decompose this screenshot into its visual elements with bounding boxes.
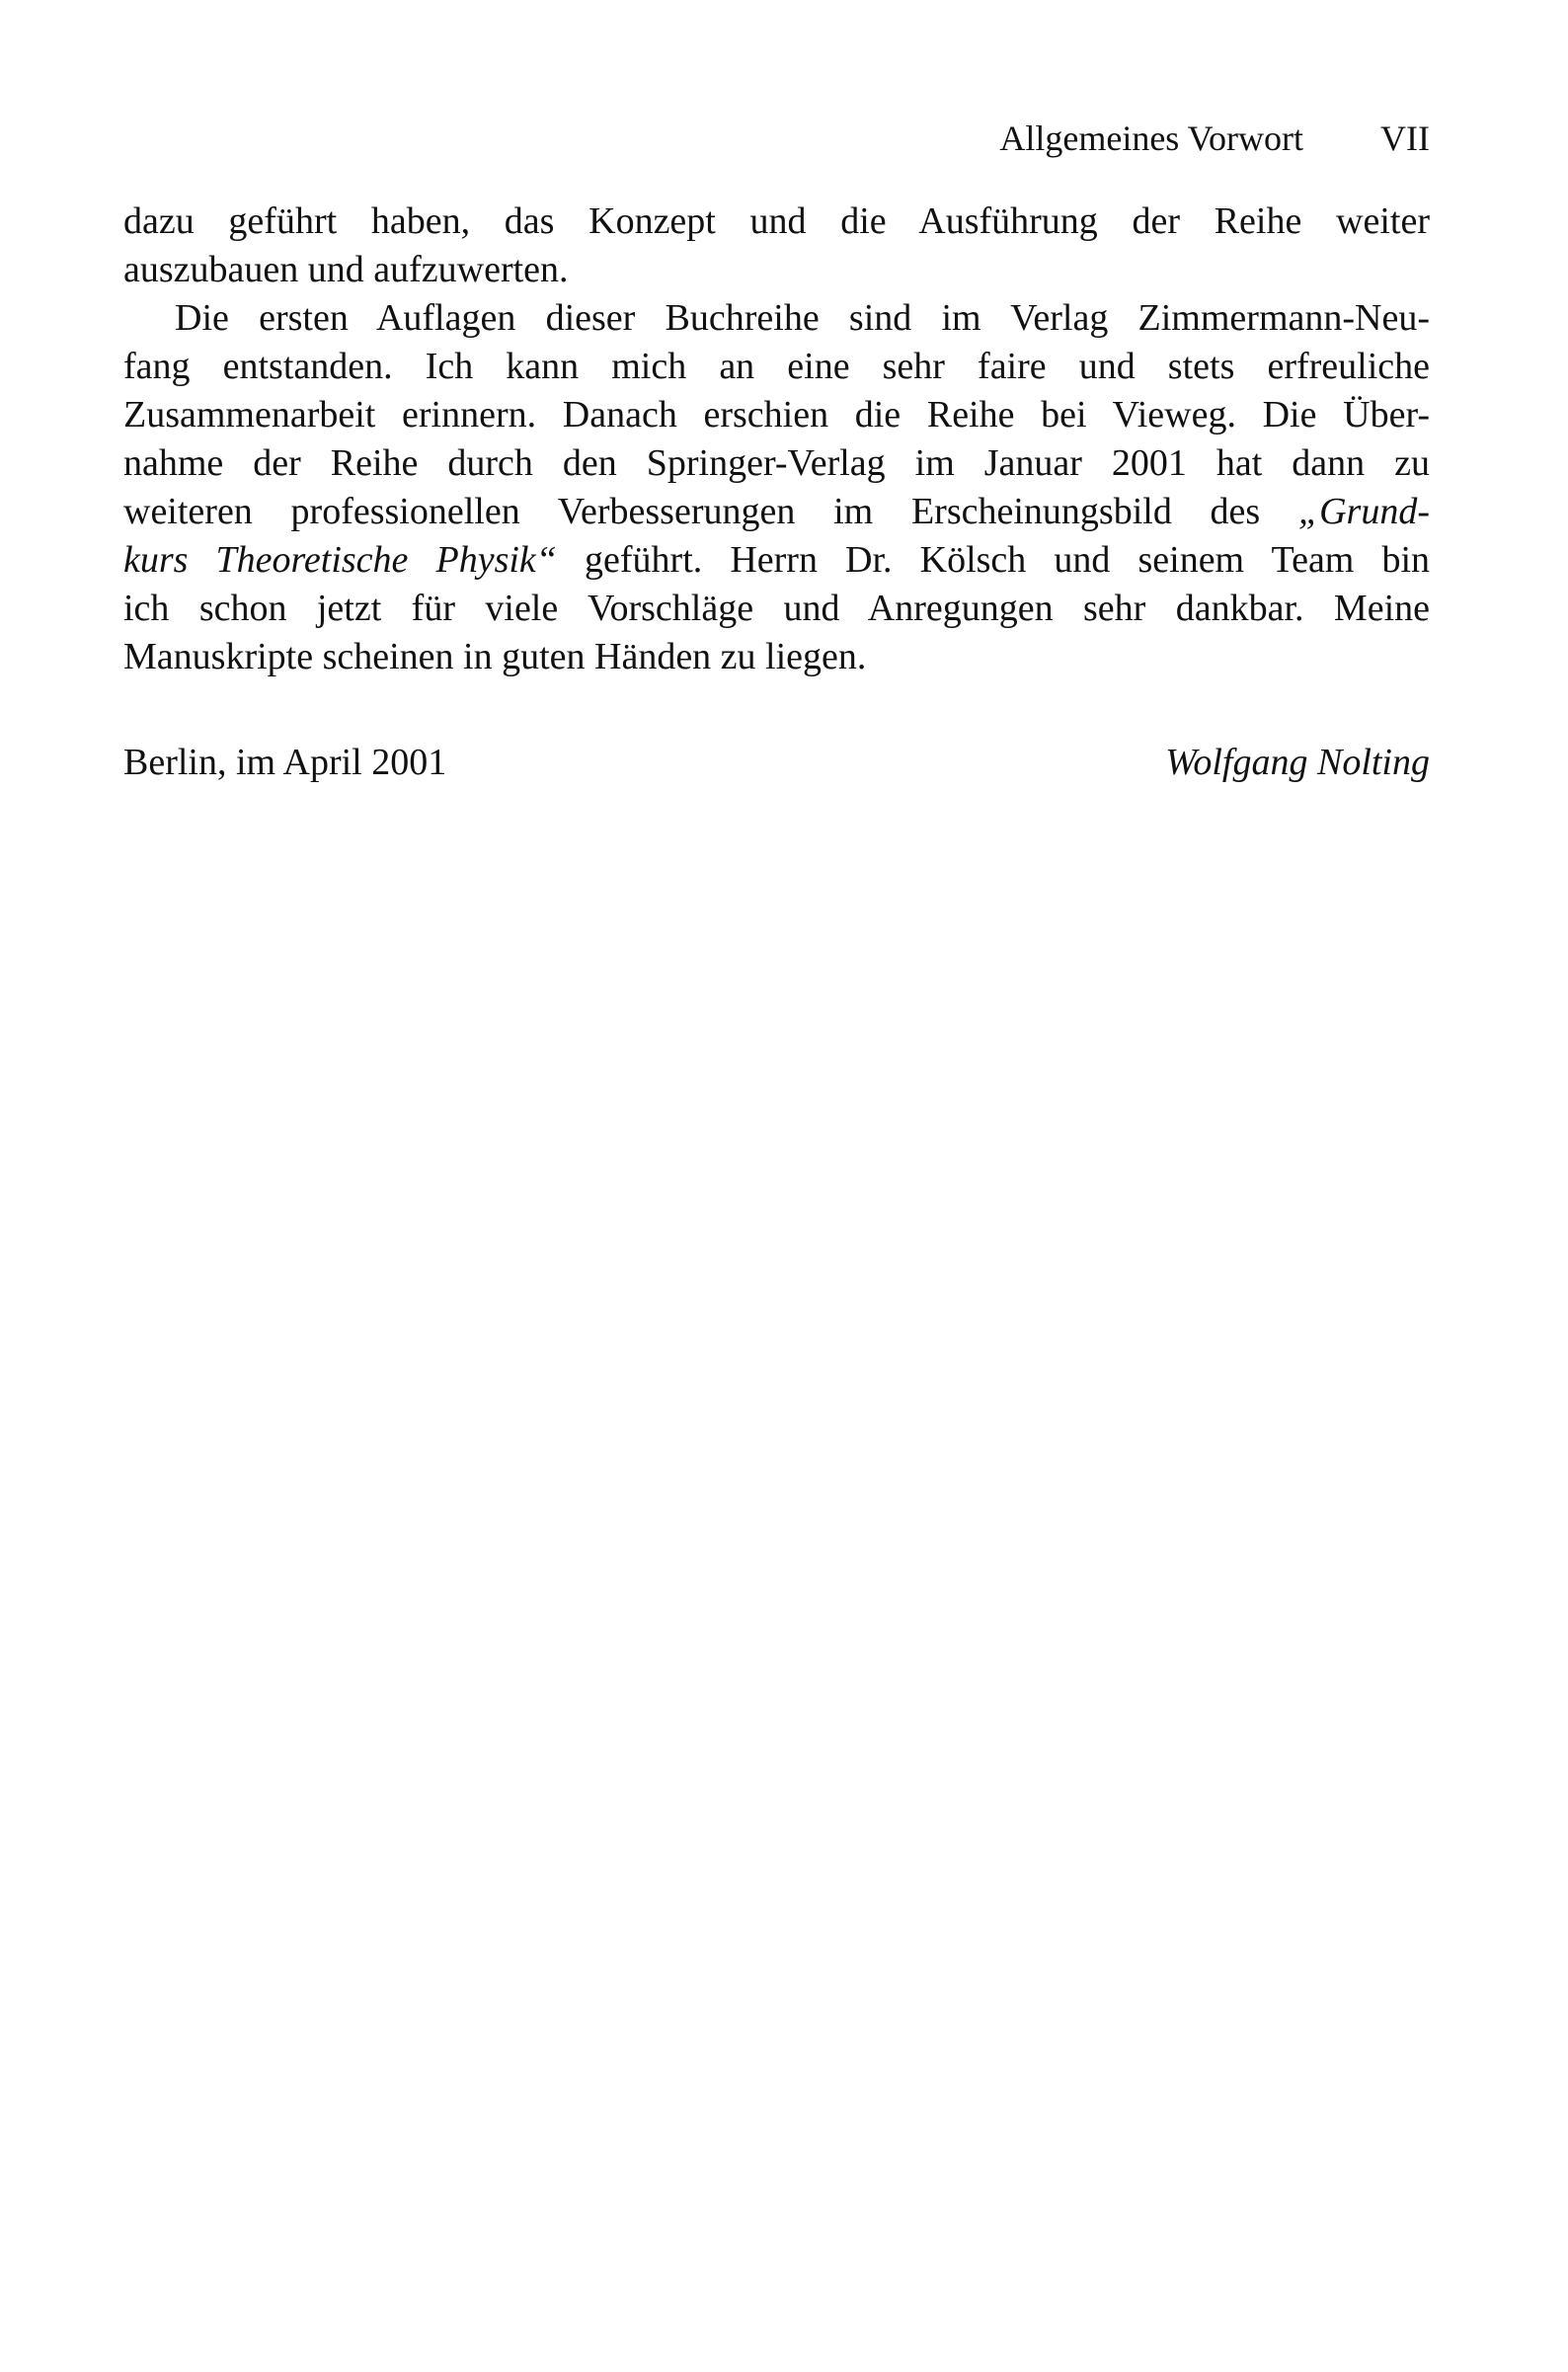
paragraph-publisher-history [123, 294, 1430, 681]
text-line [123, 488, 1430, 536]
series-title-italic: kurs Theoretische Physik“ [123, 539, 557, 581]
page-number: VII [1380, 119, 1430, 158]
paragraph-continued [123, 198, 1430, 294]
text-line: ich schon jetzt für viele Vorschläge und Anregungen sehr dankbar. Meine [123, 588, 1430, 629]
author-signature: Wolfgang Nolting [1165, 742, 1430, 783]
text-line: Manuskripte scheinen in guten Händen zu liegen. [123, 636, 867, 677]
text-line: Zusammenarbeit erinnern. Danach erschien die Reihe bei Vieweg. Die Über- [123, 394, 1430, 435]
text-line [123, 536, 1430, 585]
text-line: dazu geführt haben, das Konzept und die Ausführung der Reihe weiter [123, 200, 1430, 242]
text-line: auszubauen und aufzuwerten. [123, 249, 569, 290]
body-text [123, 198, 1430, 681]
running-head-title: Allgemeines Vorwort [999, 119, 1303, 158]
text-line: Die ersten Auflagen dieser Buchreihe sind im Verlag Zimmermann-Neu- [175, 297, 1430, 339]
text-line: fang entstanden. Ich kann mich an eine sehr faire und stets erfreuliche [123, 346, 1430, 387]
text-segment: geführt. Herrn Dr. Kölsch und seinem Team bin [556, 539, 1431, 581]
text-line: nahme der Reihe durch den Springer-Verlag im Januar 2001 hat dann zu [123, 442, 1430, 484]
series-title-italic: „Grund- [1297, 491, 1430, 532]
place-date: Berlin, im April 2001 [123, 742, 447, 783]
signature-row [123, 735, 1430, 790]
text-segment: weiteren professionellen Verbesserungen im Erscheinungsbild des [123, 491, 1298, 532]
running-head [123, 111, 1430, 166]
